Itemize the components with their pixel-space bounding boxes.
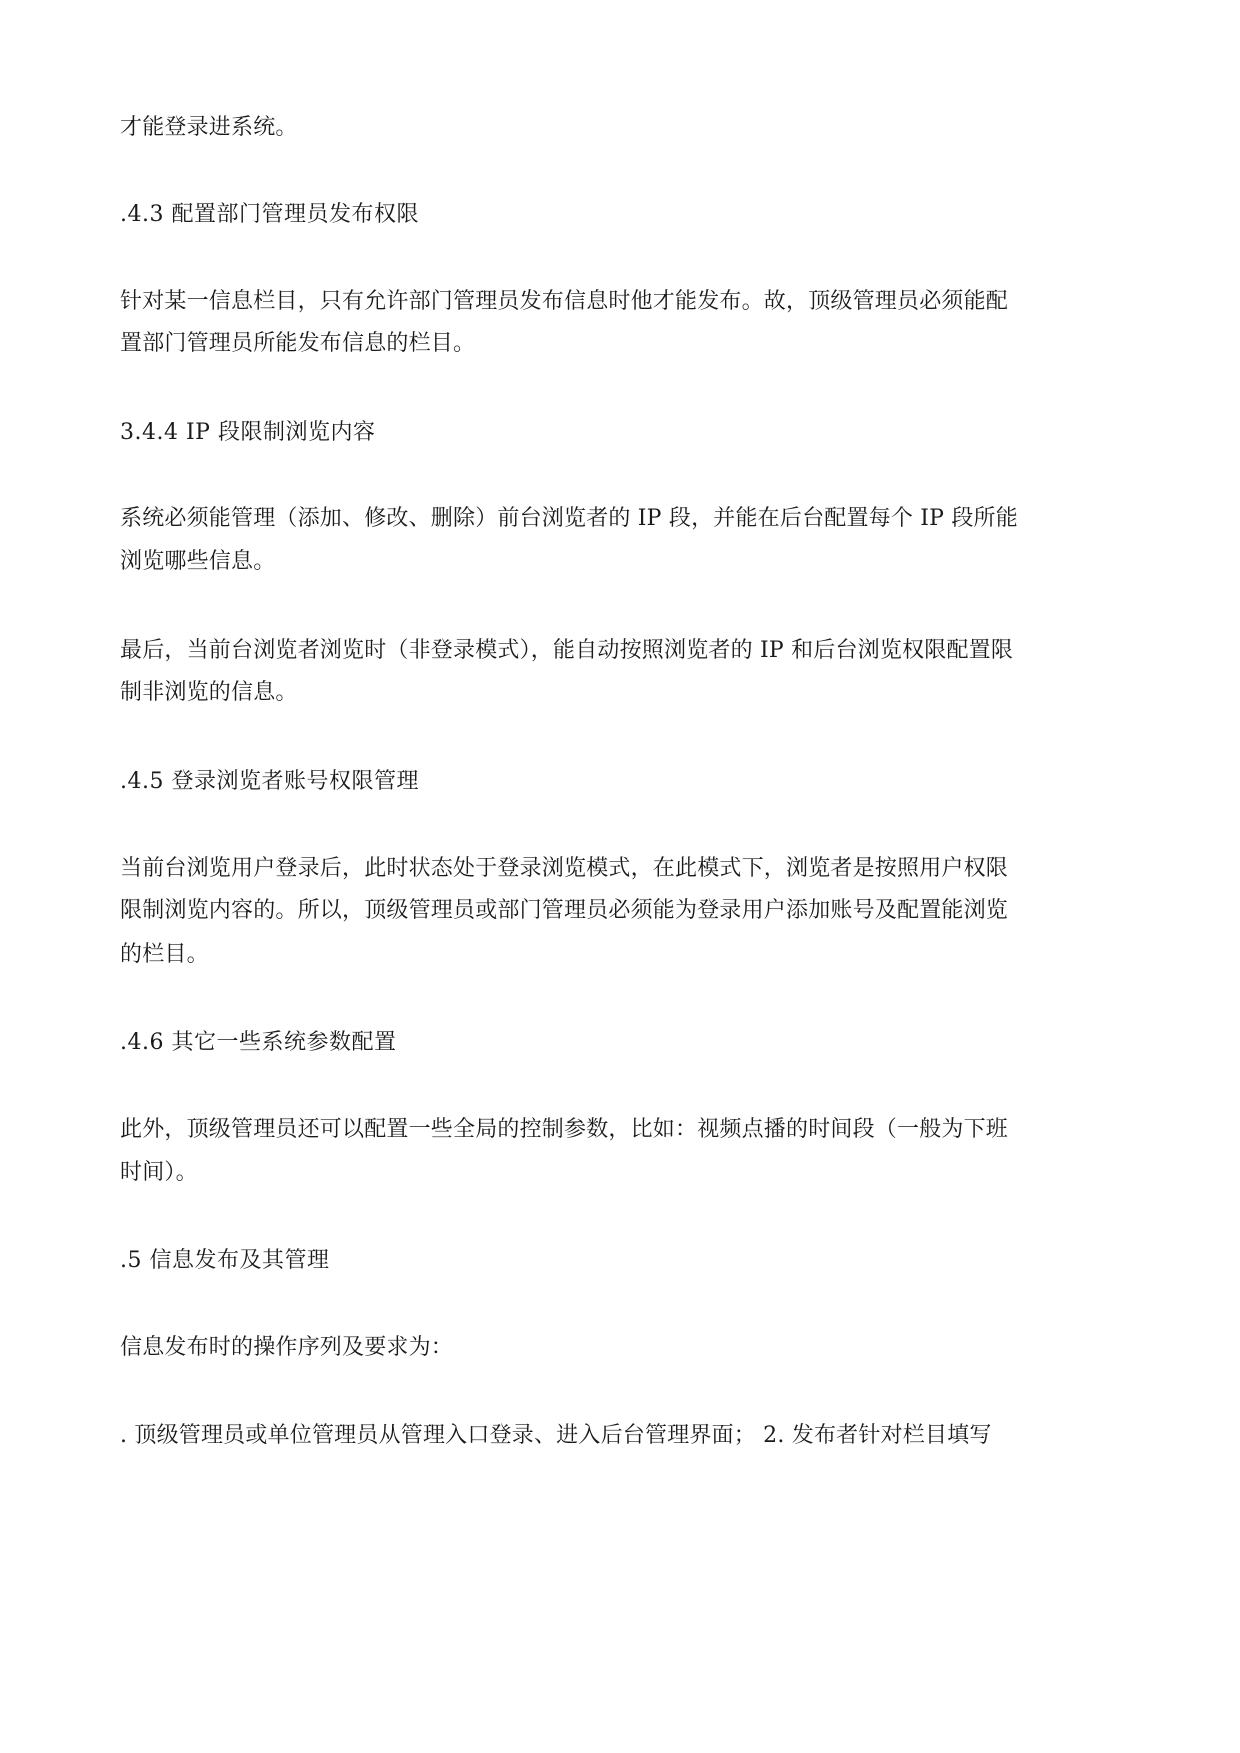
paragraph-line: 此外，顶级管理员还可以配置一些全局的控制参数，比如：视频点播的时间段（一般为下班 [120, 1117, 1009, 1142]
paragraph-line: 时间）。 [120, 1160, 198, 1185]
section-heading-4-6: .4.6 其它一些系统参数配置 [120, 1030, 397, 1055]
paragraph-line: 的栏目。 [120, 942, 209, 967]
section-heading-3-4-4: 3.4.4 IP 段限制浏览内容 [120, 420, 376, 445]
paragraph-line: 浏览哪些信息。 [120, 549, 276, 574]
section-heading-5: .5 信息发布及其管理 [120, 1248, 330, 1273]
paragraph-line: 针对某一信息栏目，只有允许部门管理员发布信息时他才能发布。故，顶级管理员必须能配 [120, 289, 1009, 314]
paragraph-line: 信息发布时的操作序列及要求为： [120, 1335, 454, 1360]
paragraph-line: 制非浏览的信息。 [120, 680, 298, 705]
paragraph-line: 最后，当前台浏览者浏览时（非登录模式），能自动按照浏览者的 IP 和后台浏览权限配置限 [120, 638, 1014, 663]
paragraph-line: 置部门管理员所能发布信息的栏目。 [120, 331, 476, 356]
paragraph-line: . 顶级管理员或单位管理员从管理入口登录、进入后台管理界面； 2. 发布者针对栏目填写 [120, 1423, 992, 1448]
paragraph-line: 限制浏览内容的。所以，顶级管理员或部门管理员必须能为登录用户添加账号及配置能浏览 [120, 898, 1009, 923]
paragraph-line: 当前台浏览用户登录后，此时状态处于登录浏览模式，在此模式下，浏览者是按照用户权限 [120, 856, 1009, 881]
section-heading-4-5: .4.5 登录浏览者账号权限管理 [120, 769, 419, 794]
section-heading-4-3: .4.3 配置部门管理员发布权限 [120, 202, 419, 227]
paragraph-line: 系统必须能管理（添加、修改、删除）前台浏览者的 IP 段，并能在后台配置每个 IP 段所能 [120, 506, 1018, 531]
paragraph-line: 才能登录进系统。 [120, 115, 298, 140]
